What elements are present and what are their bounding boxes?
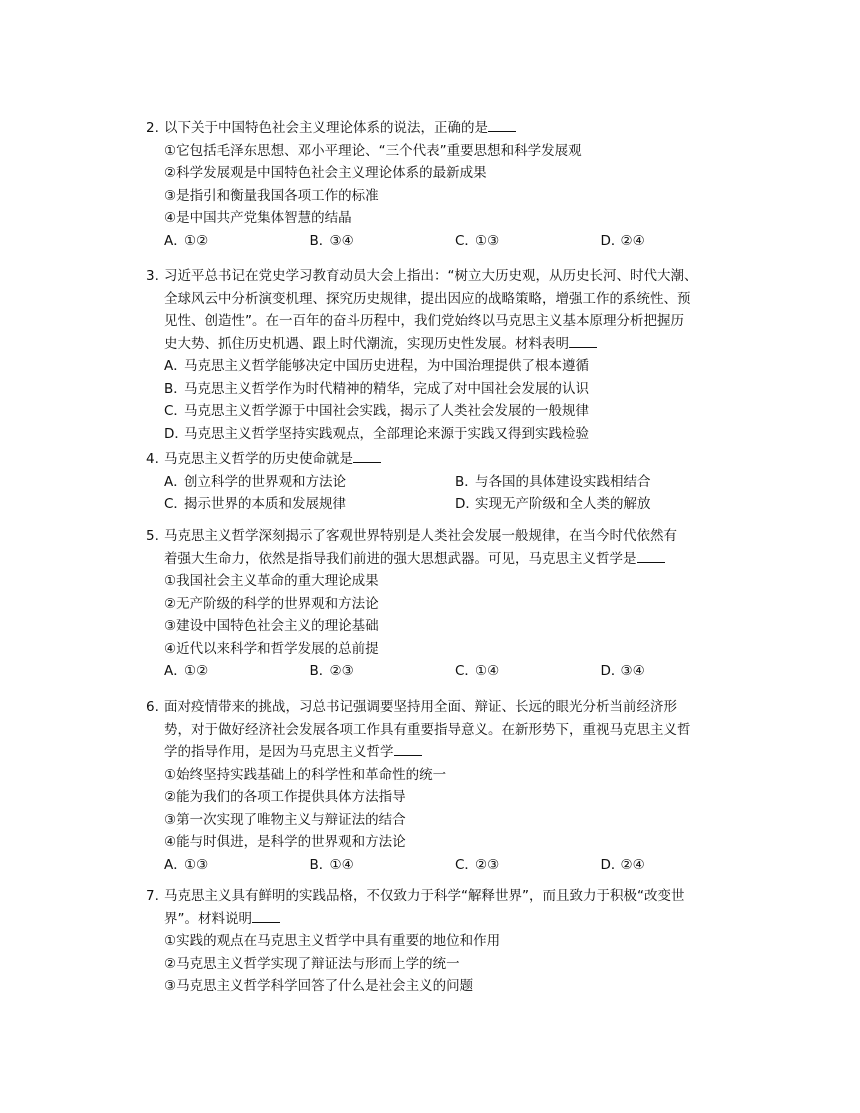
options-row bbox=[146, 230, 746, 253]
question-number: 2. bbox=[146, 120, 159, 136]
options-row bbox=[146, 854, 746, 877]
question-6 bbox=[146, 696, 746, 876]
option-a[interactable]: A．马克思主义哲学能够决定中国历史进程，为中国治理提供了根本遵循 bbox=[164, 358, 589, 374]
statement-item: ④近代以来科学和哲学发展的总前提 bbox=[164, 640, 379, 657]
option-d[interactable]: D．马克思主义哲学坚持实践观点，全部理论来源于实践又得到实践检验 bbox=[164, 425, 589, 442]
option-c[interactable]: C．①③ bbox=[455, 232, 500, 249]
statement-item: ③马克思主义哲学科学回答了什么是社会主义的问题 bbox=[164, 978, 474, 994]
answer-blank bbox=[353, 448, 381, 463]
statement-item: ④能与时俱进，是科学的世界观和方法论 bbox=[164, 834, 406, 850]
question-5 bbox=[146, 525, 746, 683]
option-c[interactable]: C．马克思主义哲学源于中国社会实践，揭示了人类社会发展的一般规律 bbox=[164, 403, 589, 419]
answer-blank bbox=[488, 117, 516, 132]
question-stem: 以下关于中国特色社会主义理论体系的说法，正确的是 bbox=[164, 120, 488, 136]
option-d[interactable]: D．③④ bbox=[600, 663, 645, 679]
question-number: 6. bbox=[146, 699, 159, 715]
option-a[interactable]: A．①③ bbox=[164, 856, 209, 873]
question-number: 5. bbox=[146, 528, 159, 544]
statement-item: ③建设中国特色社会主义的理论基础 bbox=[164, 618, 379, 634]
question-number: 4. bbox=[146, 451, 159, 467]
option-b[interactable]: B．①④ bbox=[309, 856, 354, 873]
question-stem: 学的指导作用，是因为马克思主义哲学 bbox=[164, 744, 394, 760]
answer-blank bbox=[394, 741, 422, 756]
question-stem: 马克思主义哲学的历史使命就是 bbox=[164, 451, 353, 467]
statement-item: ④是中国共产党集体智慧的结晶 bbox=[164, 210, 352, 226]
question-2 bbox=[146, 117, 746, 252]
question-7 bbox=[146, 885, 746, 998]
option-c[interactable]: C．①④ bbox=[455, 663, 500, 679]
statement-item: ①始终坚持实践基础上的科学性和革命性的统一 bbox=[164, 766, 447, 783]
question-stem: 界”。材料说明 bbox=[164, 910, 252, 927]
option-a[interactable]: A．创立科学的世界观和方法论 bbox=[164, 473, 346, 490]
statement-item: ①实践的观点在马克思主义哲学中具有重要的地位和作用 bbox=[164, 933, 501, 949]
question-stem: 史大势、抓住历史机遇、跟上时代潮流，实现历史性发展。材料表明 bbox=[164, 335, 569, 352]
option-b[interactable]: B．②③ bbox=[309, 663, 354, 679]
option-a[interactable]: A．①② bbox=[164, 232, 209, 249]
question-4 bbox=[146, 448, 746, 516]
statement-item: ③第一次实现了唯物主义与辩证法的结合 bbox=[164, 811, 406, 828]
option-b[interactable]: B．马克思主义哲学作为时代精神的精华，完成了对中国社会发展的认识 bbox=[164, 380, 589, 397]
statement-item: ②马克思主义哲学实现了辩证法与形而上学的统一 bbox=[164, 955, 460, 972]
option-d[interactable]: D．②④ bbox=[600, 232, 645, 249]
answer-blank bbox=[637, 548, 665, 563]
answer-blank bbox=[569, 333, 597, 348]
options-row bbox=[146, 660, 746, 683]
question-stem: 势，对于做好经济社会发展各项工作具有重要指导意义。在新形势下，重视马克思主义哲 bbox=[164, 721, 691, 738]
option-c[interactable]: C．揭示世界的本质和发展规律 bbox=[164, 496, 346, 512]
question-3 bbox=[146, 265, 746, 445]
option-d[interactable]: D．实现无产阶级和全人类的解放 bbox=[455, 496, 651, 512]
statement-item: ①它包括毛泽东思想、邓小平理论、“三个代表”重要思想和科学发展观 bbox=[164, 142, 582, 159]
statement-item: ②能为我们的各项工作提供具体方法指导 bbox=[164, 789, 406, 805]
statement-item: ①我国社会主义革命的重大理论成果 bbox=[164, 573, 379, 589]
question-number: 3. bbox=[146, 268, 159, 284]
question-stem: 见性、创造性”。在一百年的奋斗历程中，我们党始终以马克思主义基本原理分析把握历 bbox=[164, 313, 684, 329]
option-d[interactable]: D．②④ bbox=[600, 856, 645, 873]
question-stem: 马克思主义哲学深刻揭示了客观世界特别是人类社会发展一般规律，在当今时代依然有 bbox=[164, 528, 677, 544]
question-number: 7. bbox=[146, 888, 159, 904]
question-stem: 面对疫情带来的挑战，习总书记强调要坚持用全面、辩证、长远的眼光分析当前经济形 bbox=[164, 699, 677, 715]
option-b[interactable]: B．与各国的具体建设实践相结合 bbox=[455, 473, 651, 490]
options-row bbox=[146, 471, 746, 494]
question-stem: 习近平总书记在党史学习教育动员大会上指出：“树立大历史观，从历史长河、时代大潮、 bbox=[164, 268, 698, 284]
statement-item: ②科学发展观是中国特色社会主义理论体系的最新成果 bbox=[164, 165, 487, 181]
option-c[interactable]: C．②③ bbox=[455, 856, 500, 873]
answer-blank bbox=[252, 908, 280, 923]
option-a[interactable]: A．①② bbox=[164, 663, 209, 679]
question-stem: 全球风云中分析演变机理、探究历史规律，提出因应的战略策略，增强工作的系统性、预 bbox=[164, 290, 691, 307]
question-stem: 着强大生命力，依然是指导我们前进的强大思想武器。可见，马克思主义哲学是 bbox=[164, 550, 637, 567]
statement-item: ③是指引和衡量我国各项工作的标准 bbox=[164, 187, 379, 204]
question-stem: 马克思主义具有鲜明的实践品格，不仅致力于科学“解释世界”，而且致力于积极“改变世 bbox=[164, 888, 685, 904]
option-b[interactable]: B．③④ bbox=[309, 232, 354, 249]
options-row bbox=[146, 493, 746, 516]
statement-item: ②无产阶级的科学的世界观和方法论 bbox=[164, 595, 379, 612]
